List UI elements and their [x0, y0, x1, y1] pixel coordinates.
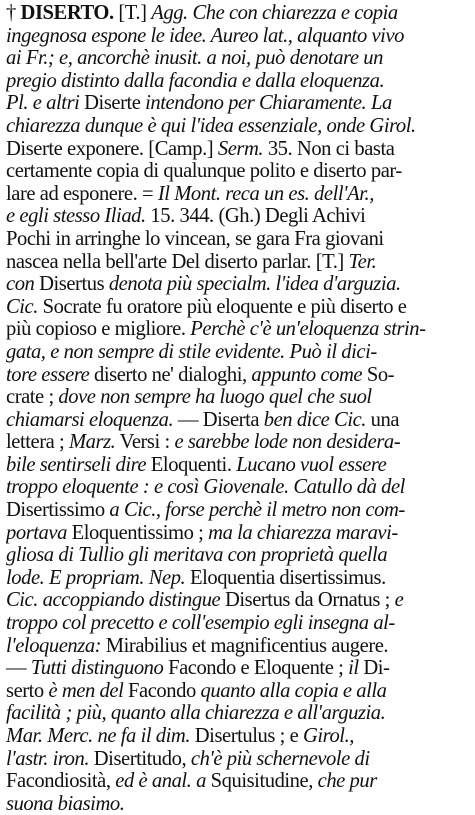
- text-segment: So-: [366, 363, 395, 386]
- text-segment: †: [6, 2, 21, 24]
- entry-line: [6, 770, 469, 793]
- text-segment: Squisitudine,: [210, 770, 318, 793]
- text-segment: l'astr. iron.: [6, 747, 90, 770]
- text-segment: Facondiosità,: [6, 770, 116, 793]
- text-segment: Serm.: [217, 137, 264, 160]
- text-segment: Di-: [363, 657, 390, 680]
- entry-line: [6, 138, 469, 161]
- text-segment: che pur: [317, 770, 377, 793]
- text-segment: una: [365, 408, 400, 431]
- entry-line: [6, 612, 469, 635]
- text-segment: ma la chiarezza maravi-: [208, 521, 398, 544]
- text-segment: ch'è più schernevole di: [190, 747, 370, 770]
- text-segment: Versi :: [115, 431, 175, 454]
- text-segment: quanto alla copia e alla: [200, 679, 387, 702]
- entry-line: [6, 47, 469, 70]
- entry-line: [6, 318, 469, 341]
- text-segment: e egli stesso Iliad.: [6, 205, 146, 228]
- text-segment: ai Fr.; e, ancorchè inusit. a noi, può denotare un: [6, 47, 383, 70]
- text-segment: Il Mont. reca un es. dell'Ar.,: [157, 182, 374, 205]
- text-segment: pregio distinto dalla facondia e dalla eloquenza.: [6, 69, 385, 92]
- entry-line: [6, 115, 469, 138]
- text-segment: lode. E propriam. Nep.: [6, 566, 186, 589]
- text-segment: Eloquenti.: [150, 453, 237, 476]
- entry-line: [6, 431, 469, 454]
- text-segment: Ter.: [348, 250, 377, 273]
- text-segment: Perchè c'è un'eloquenza strin-: [190, 318, 426, 341]
- entry-line: [6, 2, 469, 25]
- text-segment: lare ad esponere. =: [6, 182, 158, 205]
- text-segment: dove non sempre ha luogo quel che suol: [58, 386, 372, 409]
- text-segment: e sarebbe lode non desidera-: [174, 431, 401, 454]
- entry-line: [6, 251, 469, 274]
- text-segment: più copioso e migliore.: [6, 318, 191, 341]
- text-segment: gata, e non sempre di stile evidente.: [6, 340, 285, 363]
- text-segment: con: [6, 273, 40, 296]
- entry-line: [6, 386, 469, 409]
- entry-line: [6, 748, 469, 771]
- headword: DISERTO.: [20, 2, 114, 24]
- entry-line: [6, 657, 469, 680]
- entry-line: [6, 409, 469, 432]
- entry-line: [6, 228, 469, 251]
- entry-line: [6, 499, 469, 522]
- text-segment: suona biasimo.: [6, 792, 125, 815]
- entry-line: [6, 725, 469, 748]
- entry-line: [6, 160, 469, 183]
- entry-line: [6, 793, 469, 815]
- text-segment: diserto ne' dialoghi,: [94, 363, 252, 386]
- entry-line: [6, 296, 469, 319]
- text-segment: il: [348, 657, 364, 680]
- text-segment: Disertitudo,: [89, 747, 191, 770]
- text-segment: a Cic., forse perchè il metro non com-: [109, 499, 405, 522]
- text-segment: troppo col precetto e coll'esempio egli insegna al-: [6, 612, 395, 635]
- text-segment: tore essere: [6, 363, 95, 386]
- text-segment: nascea nella bell'arte Del diserto parlar. [T.]: [6, 250, 349, 273]
- text-segment: gliosa di Tullio gli meritava con proprietà quella: [6, 544, 388, 567]
- text-segment: Diserte exponere. [Camp.]: [6, 137, 218, 160]
- text-segment: Socrate fu oratore più eloquente e più diserto e: [37, 295, 407, 318]
- text-segment: Mar. Merc. ne fa il dim.: [6, 725, 191, 747]
- entry-line: [6, 70, 469, 93]
- text-segment: Disertus: [39, 273, 105, 296]
- entry-line: [6, 635, 469, 658]
- text-segment: Girol.,: [302, 725, 354, 747]
- text-segment: appunto come: [251, 363, 367, 386]
- text-segment: Eloquentissimo ;: [71, 521, 209, 544]
- text-segment: ingegnosa espone le idee. Aureo lat., alquanto vivo: [6, 24, 404, 47]
- entry-line: [6, 92, 469, 115]
- entry-line: [6, 341, 469, 364]
- entry-line: [6, 364, 469, 387]
- text-segment: [T.]: [113, 2, 152, 24]
- text-segment: Disertulus ; e: [190, 725, 303, 747]
- entry-line: [6, 544, 469, 567]
- text-segment: lettera ;: [6, 431, 69, 454]
- entry-line: [6, 589, 469, 612]
- entry-line: [6, 702, 469, 725]
- text-segment: chiarezza dunque è qui l'idea essenziale, onde Girol.: [6, 114, 416, 137]
- text-segment: Marz.: [68, 431, 116, 454]
- text-segment: Facondo: [128, 679, 201, 702]
- text-segment: Agg. Che con chiarezza e copia: [151, 2, 398, 24]
- text-segment: Mirabilius et magnificentius augere.: [101, 634, 389, 657]
- text-segment: Pl. e altri: [6, 92, 85, 115]
- text-segment: Cic. accoppiando distingue: [6, 589, 225, 612]
- text-segment: serto: [6, 679, 49, 702]
- text-segment: Diserte: [84, 92, 141, 115]
- entry-line: [6, 205, 469, 228]
- text-segment: e: [394, 589, 404, 612]
- text-segment: 15. 344. (Gh.) Degli Achivi: [145, 205, 366, 228]
- text-segment: Tutti distinguono: [30, 657, 169, 680]
- text-segment: l'eloquenza:: [6, 634, 102, 657]
- text-segment: Eloquentia disertissimus.: [185, 566, 386, 589]
- text-segment: Pochi in arringhe lo vincean, se gara Fra giovani: [6, 227, 384, 250]
- text-segment: bile sentirseli dire: [6, 453, 151, 476]
- entry-line: [6, 522, 469, 545]
- text-segment: denota più specialm. l'idea d'arguzia.: [104, 273, 401, 296]
- text-segment: certamente copia di qualunque polito e diserto par-: [6, 160, 402, 183]
- entry-line: [6, 25, 469, 48]
- text-segment: Lucano vuol essere: [236, 453, 387, 476]
- text-segment: Può il dici-: [289, 340, 377, 363]
- entry-line: [6, 680, 469, 703]
- text-segment: Disertissimo: [6, 499, 110, 522]
- text-segment: è men del: [48, 679, 129, 702]
- text-segment: Cic.: [6, 295, 38, 318]
- text-segment: portava: [6, 521, 72, 544]
- entry-line: [6, 476, 469, 499]
- text-segment: ed è anal. a: [115, 770, 211, 793]
- text-segment: 35. Non ci basta: [263, 137, 395, 160]
- text-segment: ben dice Cic.: [263, 408, 366, 431]
- text-segment: facilità ; più, quanto alla chiarezza e all'arguzia.: [6, 702, 386, 725]
- text-segment: Disertus da Ornatus ;: [224, 589, 395, 612]
- text-segment: Facondo e Eloquente ;: [168, 657, 349, 680]
- text-segment: —: [6, 657, 31, 680]
- entry-line: [6, 454, 469, 477]
- dictionary-entry: [6, 2, 469, 815]
- text-segment: crate ;: [6, 386, 59, 409]
- text-segment: — Diserta: [173, 408, 264, 431]
- entry-line: [6, 567, 469, 590]
- text-segment: intendono per Chiaramente. La: [140, 92, 392, 115]
- entry-line: [6, 183, 469, 206]
- text-segment: chiamarsi eloquenza.: [6, 408, 174, 431]
- text-segment: troppo eloquente : e così Giovenale. Catullo dà del: [6, 476, 405, 499]
- entry-line: [6, 273, 469, 296]
